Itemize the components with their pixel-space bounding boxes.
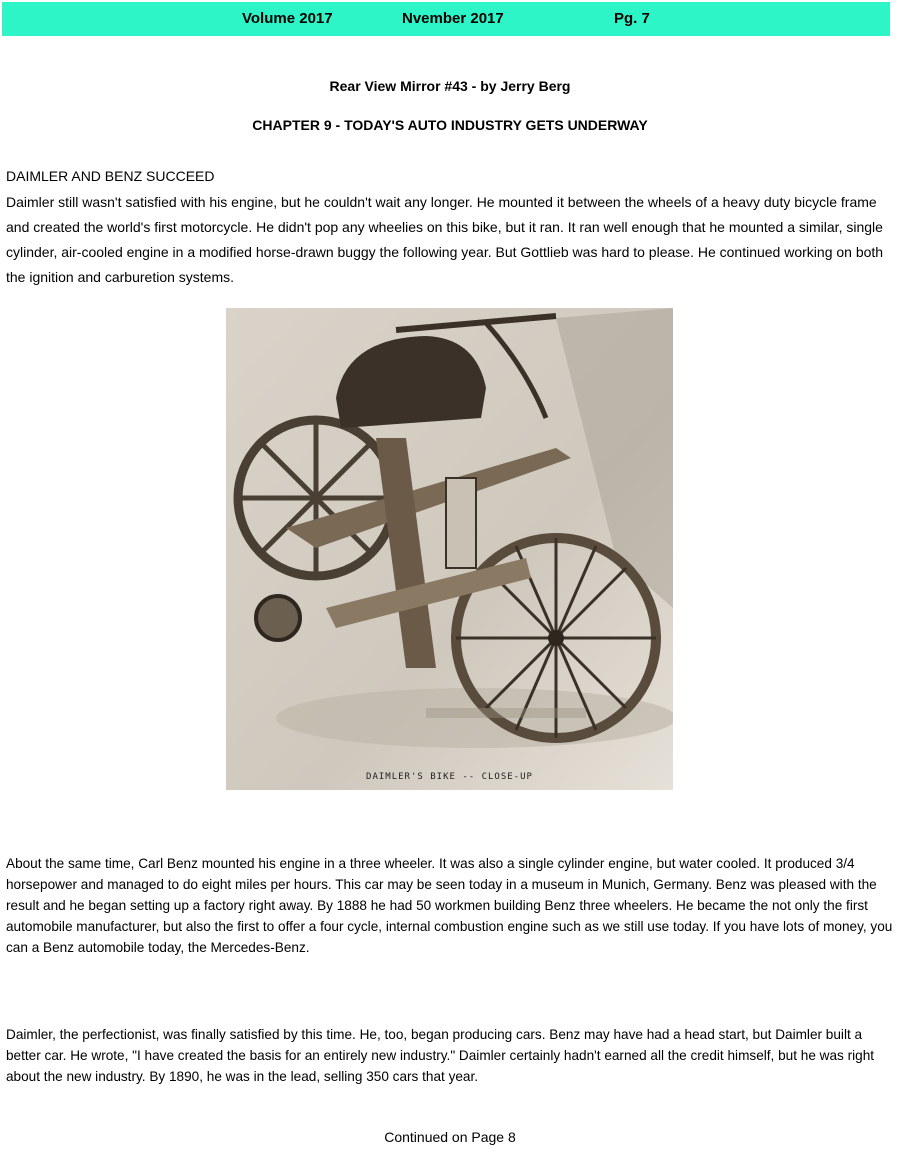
paragraph-2: About the same time, Carl Benz mounted his engine in a three wheeler. It was also a single cylinder engine, but water cooled. It produced 3/4 horsepower and managed to do eight miles per hours. This car may be seen today in a museum in Munich, Germany. Benz was pleased with the result and he began setting up a factory right away. By 1888 he had 50 workmen building Benz three wheelers. He became the not only the first automobile manufacturer, but also the first to offer a four cycle, internal combustion engine such as we still use today. If you have lots of money, you can a Benz automobile today, the Mercedes-Benz. xyxy=(6,856,893,955)
section-heading: DAIMLER AND BENZ SUCCEED xyxy=(6,168,215,184)
chapter-title: CHAPTER 9 - TODAY'S AUTO INDUSTRY GETS UNDERWAY xyxy=(252,117,648,133)
issue-date: Nvember 2017 xyxy=(402,10,504,27)
newsletter-header-bar xyxy=(2,2,890,36)
paragraph-3: Daimler, the perfectionist, was finally satisfied by this time. He, too, began producing cars. Benz may have had a head start, but Daimler built a better car. He wrote, "I have created the basis for an entirely new industry." Daimler certainly hadn't earned all the credit himself, but he was right about the new industry. By 1890, he was in the lead, selling 350 cars that year. xyxy=(6,1027,875,1084)
daimler-bike-photo xyxy=(226,308,673,790)
motorcycle-illustration xyxy=(226,308,673,790)
paragraph-1: Daimler still wasn't satisfied with his engine, but he couldn't wait any longer. He mounted it between the wheels of a heavy duty bicycle frame and created the world's first motorcycle. He didn't pop any wheelies on this bike, but it ran. It ran well enough that he mounted a similar, single cylinder, air-cooled engine in a modified horse-drawn buggy the following year. But Gottlieb was hard to please. He continued working on both the ignition and carburetion systems. xyxy=(6,194,884,285)
page-number: Pg. 7 xyxy=(614,10,650,27)
article-byline: Rear View Mirror #43 - by Jerry Berg xyxy=(329,78,571,94)
photo-caption: DAIMLER'S BIKE -- CLOSE-UP xyxy=(366,772,533,782)
continued-note: Continued on Page 8 xyxy=(384,1129,516,1145)
volume-label: Volume 2017 xyxy=(242,10,333,27)
